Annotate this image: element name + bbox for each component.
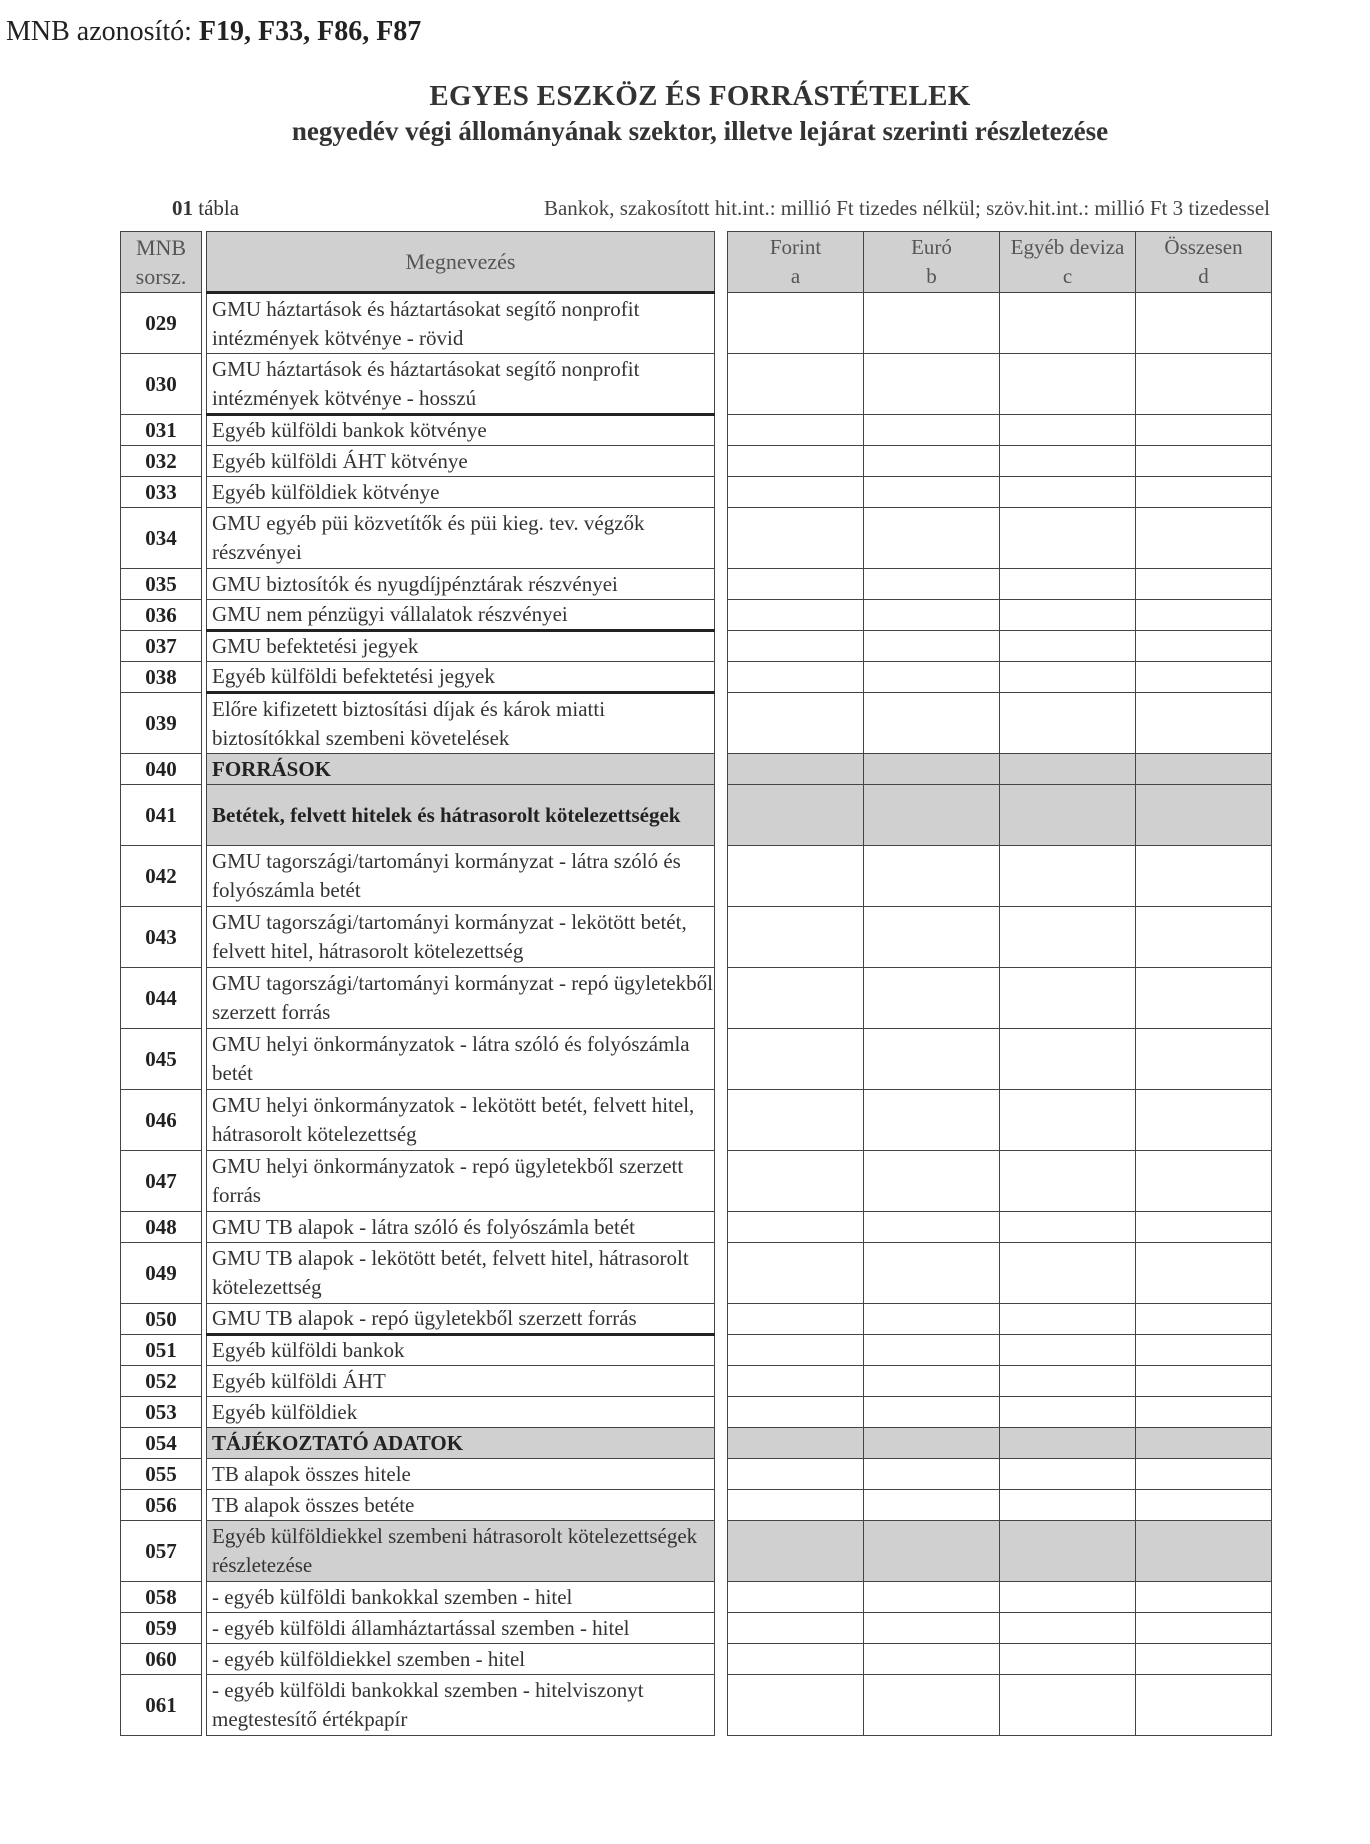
value-cell-total[interactable] (1136, 1644, 1272, 1675)
row-description: GMU TB alapok - repó ügyletekből szerzett forrás (207, 1304, 715, 1335)
column-gap (715, 907, 728, 968)
value-cell-total[interactable] (1136, 662, 1272, 693)
row-description: Egyéb külföldiekkel szembeni hátrasorolt kötelezettségek részletezése (207, 1521, 715, 1582)
value-cell-total[interactable] (1136, 631, 1272, 662)
value-cell-total[interactable] (1136, 1335, 1272, 1366)
row-description: TB alapok összes hitele (207, 1459, 715, 1490)
column-gap (715, 600, 728, 631)
value-cell-euro[interactable] (864, 508, 1000, 569)
value-cell-total[interactable] (1136, 754, 1272, 785)
column-gap (715, 968, 728, 1029)
column-gap (715, 754, 728, 785)
value-cell-other-currency[interactable] (1000, 1613, 1136, 1644)
row-description: Előre kifizetett biztosítási díjak és károk miatti biztosítókkal szembeni követelések (207, 693, 715, 754)
value-cell-forint[interactable] (728, 1675, 864, 1736)
value-cell-total[interactable] (1136, 1490, 1272, 1521)
header-code-line1: MNB (135, 235, 187, 260)
column-gap (715, 785, 728, 846)
value-cell-euro[interactable] (864, 600, 1000, 631)
value-cell-total[interactable] (1136, 1397, 1272, 1428)
value-cell-euro[interactable] (864, 785, 1000, 846)
column-gap (715, 1459, 728, 1490)
form-title: EGYES ESZKÖZ ÉS FORRÁSTÉTELEK (429, 80, 971, 112)
value-cell-other-currency[interactable] (1000, 415, 1136, 446)
value-cell-forint[interactable] (728, 569, 864, 600)
value-cell-other-currency[interactable] (1000, 907, 1136, 968)
table-row (121, 754, 1272, 785)
table-number-value: 01 (172, 196, 193, 220)
row-code: 054 (121, 1428, 202, 1459)
column-gap (715, 1582, 728, 1613)
value-cell-total[interactable] (1136, 293, 1272, 354)
value-cell-total[interactable] (1136, 1151, 1272, 1212)
value-cell-total[interactable] (1136, 1428, 1272, 1459)
column-gap (715, 1521, 728, 1582)
value-cell-forint[interactable] (728, 1644, 864, 1675)
value-cell-other-currency[interactable] (1000, 569, 1136, 600)
table-row (121, 1029, 1272, 1090)
row-description: Egyéb külföldiek kötvénye (207, 477, 715, 508)
column-gap (715, 1366, 728, 1397)
column-gap (715, 662, 728, 693)
value-cell-euro[interactable] (864, 1212, 1000, 1243)
value-cell-forint[interactable] (728, 1243, 864, 1304)
header-total-label: Összesen (1164, 235, 1243, 259)
column-gap (715, 1029, 728, 1090)
value-cell-total[interactable] (1136, 1212, 1272, 1243)
row-code: 048 (121, 1212, 202, 1243)
row-code: 036 (121, 600, 202, 631)
row-code: 043 (121, 907, 202, 968)
value-cell-euro[interactable] (864, 631, 1000, 662)
column-gap (715, 354, 728, 415)
value-cell-forint[interactable] (728, 907, 864, 968)
value-cell-forint[interactable] (728, 1397, 864, 1428)
units-note: Bankok, szakosított hit.int.: millió Ft tizedes nélkül; szöv.hit.int.: millió Ft 3 tizedessel (543, 196, 1270, 220)
row-code: 044 (121, 968, 202, 1029)
value-cell-other-currency[interactable] (1000, 1675, 1136, 1736)
value-cell-euro[interactable] (864, 1029, 1000, 1090)
value-cell-forint[interactable] (728, 631, 864, 662)
value-cell-forint[interactable] (728, 1335, 864, 1366)
value-cell-forint[interactable] (728, 600, 864, 631)
value-cell-euro[interactable] (864, 293, 1000, 354)
row-code: 056 (121, 1490, 202, 1521)
table-number-word: tábla (198, 196, 240, 220)
row-description: GMU helyi önkormányzatok - látra szóló és folyószámla betét (207, 1029, 715, 1090)
header-name: Megnevezés (207, 232, 715, 293)
value-cell-euro[interactable] (864, 1243, 1000, 1304)
row-description: - egyéb külföldi bankokkal szemben - hitelviszonyt megtestesítő értékpapír (207, 1675, 715, 1736)
column-gap (715, 1212, 728, 1243)
row-code: 052 (121, 1366, 202, 1397)
column-gap (715, 232, 728, 293)
row-description: Egyéb külföldi bankok kötvénye (207, 415, 715, 446)
row-code: 039 (121, 693, 202, 754)
value-cell-forint[interactable] (728, 354, 864, 415)
table-row (121, 1675, 1272, 1736)
value-cell-euro[interactable] (864, 754, 1000, 785)
table-row (121, 446, 1272, 477)
value-cell-forint[interactable] (728, 293, 864, 354)
row-description: GMU tagországi/tartományi kormányzat - lekötött betét, felvett hitel, hátrasorolt kötelezettség (207, 907, 715, 968)
table-row (121, 1304, 1272, 1335)
value-cell-euro[interactable] (864, 907, 1000, 968)
column-gap (715, 1243, 728, 1304)
table-row (121, 293, 1272, 354)
row-description: Egyéb külföldi ÁHT kötvénye (207, 446, 715, 477)
header-other-currency-letter: c (1062, 264, 1073, 288)
column-gap (715, 1490, 728, 1521)
value-cell-total[interactable] (1136, 907, 1272, 968)
value-cell-euro[interactable] (864, 1304, 1000, 1335)
row-code: 050 (121, 1304, 202, 1335)
value-cell-forint[interactable] (728, 1151, 864, 1212)
header-euro-label: Euró (911, 235, 952, 259)
value-cell-euro[interactable] (864, 1428, 1000, 1459)
value-cell-euro[interactable] (864, 1613, 1000, 1644)
value-cell-other-currency[interactable] (1000, 1304, 1136, 1335)
row-code: 038 (121, 662, 202, 693)
header-total-letter: d (1198, 264, 1209, 288)
row-description: Egyéb külföldi befektetési jegyek (207, 662, 715, 693)
column-gap (715, 293, 728, 354)
row-description: GMU TB alapok - látra szóló és folyószámla betét (207, 1212, 715, 1243)
value-cell-euro[interactable] (864, 354, 1000, 415)
value-cell-forint[interactable] (728, 1582, 864, 1613)
value-cell-euro[interactable] (864, 477, 1000, 508)
column-gap (715, 508, 728, 569)
table-row (121, 1490, 1272, 1521)
row-description: Egyéb külföldiek (207, 1397, 715, 1428)
value-cell-total[interactable] (1136, 569, 1272, 600)
row-description: GMU helyi önkormányzatok - repó ügyletekből szerzett forrás (207, 1151, 715, 1212)
row-description: - egyéb külföldi bankokkal szemben - hitel (207, 1582, 715, 1613)
value-cell-forint[interactable] (728, 508, 864, 569)
value-cell-other-currency[interactable] (1000, 1459, 1136, 1490)
value-cell-euro[interactable] (864, 1397, 1000, 1428)
form-subtitle: negyedév végi állományának szektor, illetve lejárat szerinti részletezése (291, 116, 1109, 146)
column-gap (715, 1397, 728, 1428)
value-cell-other-currency[interactable] (1000, 293, 1136, 354)
value-cell-forint[interactable] (728, 846, 864, 907)
table-row (121, 1613, 1272, 1644)
table-row (121, 907, 1272, 968)
column-gap (715, 1613, 728, 1644)
row-description: GMU biztosítók és nyugdíjpénztárak részvényei (207, 569, 715, 600)
value-cell-other-currency[interactable] (1000, 477, 1136, 508)
value-cell-forint[interactable] (728, 968, 864, 1029)
value-cell-forint[interactable] (728, 1090, 864, 1151)
table-row (121, 508, 1272, 569)
value-cell-total[interactable] (1136, 1304, 1272, 1335)
value-cell-euro[interactable] (864, 1335, 1000, 1366)
table-row (121, 415, 1272, 446)
value-cell-total[interactable] (1136, 1366, 1272, 1397)
mnb-identifier-label: MNB azonosító: (6, 16, 192, 47)
row-code: 047 (121, 1151, 202, 1212)
value-cell-other-currency[interactable] (1000, 754, 1136, 785)
value-cell-euro[interactable] (864, 1090, 1000, 1151)
value-cell-other-currency[interactable] (1000, 785, 1136, 846)
value-cell-forint[interactable] (728, 1428, 864, 1459)
row-description: Egyéb külföldi ÁHT (207, 1366, 715, 1397)
value-cell-forint[interactable] (728, 1029, 864, 1090)
value-cell-other-currency[interactable] (1000, 446, 1136, 477)
value-cell-euro[interactable] (864, 1490, 1000, 1521)
value-cell-total[interactable] (1136, 508, 1272, 569)
value-cell-forint[interactable] (728, 477, 864, 508)
value-cell-euro[interactable] (864, 968, 1000, 1029)
report-table (120, 231, 1272, 1736)
column-gap (715, 1151, 728, 1212)
row-code: 040 (121, 754, 202, 785)
value-cell-euro[interactable] (864, 1459, 1000, 1490)
value-cell-forint[interactable] (728, 754, 864, 785)
row-code: 045 (121, 1029, 202, 1090)
row-description: GMU TB alapok - lekötött betét, felvett hitel, hátrasorolt kötelezettség (207, 1243, 715, 1304)
row-code: 061 (121, 1675, 202, 1736)
value-cell-forint[interactable] (728, 1613, 864, 1644)
table-row (121, 354, 1272, 415)
row-code: 034 (121, 508, 202, 569)
value-cell-other-currency[interactable] (1000, 693, 1136, 754)
value-cell-forint[interactable] (728, 1212, 864, 1243)
table-row (121, 631, 1272, 662)
value-cell-euro[interactable] (864, 1644, 1000, 1675)
table-row (121, 1582, 1272, 1613)
column-gap (715, 1675, 728, 1736)
value-cell-total[interactable] (1136, 1582, 1272, 1613)
row-code: 060 (121, 1644, 202, 1675)
column-gap (715, 1428, 728, 1459)
column-gap (715, 446, 728, 477)
row-description: GMU befektetési jegyek (207, 631, 715, 662)
value-cell-euro[interactable] (864, 446, 1000, 477)
mnb-identifier-codes: F19, F33, F86, F87 (198, 16, 422, 47)
value-cell-total[interactable] (1136, 1029, 1272, 1090)
value-cell-total[interactable] (1136, 415, 1272, 446)
column-gap (715, 846, 728, 907)
value-cell-other-currency[interactable] (1000, 1090, 1136, 1151)
table-row (121, 1428, 1272, 1459)
row-code: 049 (121, 1243, 202, 1304)
value-cell-other-currency[interactable] (1000, 1366, 1136, 1397)
value-cell-other-currency[interactable] (1000, 1428, 1136, 1459)
row-code: 030 (121, 354, 202, 415)
header-code (121, 232, 202, 293)
row-code: 035 (121, 569, 202, 600)
value-cell-total[interactable] (1136, 600, 1272, 631)
value-cell-other-currency[interactable] (1000, 631, 1136, 662)
value-cell-total[interactable] (1136, 968, 1272, 1029)
value-cell-euro[interactable] (864, 1151, 1000, 1212)
table-row (121, 1151, 1272, 1212)
table-row (121, 600, 1272, 631)
header-other-currency-label: Egyéb deviza (1010, 235, 1125, 259)
row-code: 058 (121, 1582, 202, 1613)
row-description: FORRÁSOK (207, 754, 715, 785)
header-forint-letter: a (790, 264, 801, 288)
value-cell-euro[interactable] (864, 846, 1000, 907)
row-description: - egyéb külföldiekkel szemben - hitel (207, 1644, 715, 1675)
table-row (121, 1212, 1272, 1243)
value-cell-total[interactable] (1136, 1090, 1272, 1151)
row-description: GMU egyéb püi közvetítők és püi kieg. tev. végzők részvényei (207, 508, 715, 569)
column-gap (715, 1304, 728, 1335)
value-cell-other-currency[interactable] (1000, 1644, 1136, 1675)
value-cell-other-currency[interactable] (1000, 1582, 1136, 1613)
table-number (172, 196, 239, 221)
column-gap (715, 569, 728, 600)
row-code: 041 (121, 785, 202, 846)
table-row (121, 1397, 1272, 1428)
value-cell-euro[interactable] (864, 1675, 1000, 1736)
row-description: Egyéb külföldi bankok (207, 1335, 715, 1366)
value-cell-forint[interactable] (728, 1521, 864, 1582)
value-cell-total[interactable] (1136, 1521, 1272, 1582)
column-gap (715, 631, 728, 662)
row-code: 059 (121, 1613, 202, 1644)
row-code: 053 (121, 1397, 202, 1428)
row-description: GMU nem pénzügyi vállalatok részvényei (207, 600, 715, 631)
row-description: GMU háztartások és háztartásokat segítő nonprofit intézmények kötvénye - rövid (207, 293, 715, 354)
value-cell-forint[interactable] (728, 1304, 864, 1335)
column-gap (715, 1335, 728, 1366)
value-cell-other-currency[interactable] (1000, 968, 1136, 1029)
table-row (121, 1644, 1272, 1675)
value-cell-euro[interactable] (864, 1582, 1000, 1613)
row-description: - egyéb külföldi államháztartással szemben - hitel (207, 1613, 715, 1644)
value-cell-total[interactable] (1136, 846, 1272, 907)
value-cell-total[interactable] (1136, 446, 1272, 477)
value-cell-euro[interactable] (864, 569, 1000, 600)
table-row (121, 785, 1272, 846)
table-row (121, 1243, 1272, 1304)
table-row (121, 569, 1272, 600)
value-cell-other-currency[interactable] (1000, 1243, 1136, 1304)
row-description: GMU háztartások és háztartásokat segítő nonprofit intézmények kötvénye - hosszú (207, 354, 715, 415)
row-code: 037 (121, 631, 202, 662)
header-euro (864, 232, 1000, 293)
value-cell-other-currency[interactable] (1000, 662, 1136, 693)
value-cell-total[interactable] (1136, 693, 1272, 754)
value-cell-total[interactable] (1136, 477, 1272, 508)
value-cell-other-currency[interactable] (1000, 508, 1136, 569)
row-code: 031 (121, 415, 202, 446)
row-code: 051 (121, 1335, 202, 1366)
value-cell-other-currency[interactable] (1000, 1521, 1136, 1582)
header-other-currency (1000, 232, 1136, 293)
table-row (121, 1521, 1272, 1582)
value-cell-total[interactable] (1136, 1459, 1272, 1490)
header-euro-letter: b (926, 264, 937, 288)
value-cell-other-currency[interactable] (1000, 1029, 1136, 1090)
value-cell-forint[interactable] (728, 1490, 864, 1521)
value-cell-other-currency[interactable] (1000, 1397, 1136, 1428)
value-cell-forint[interactable] (728, 693, 864, 754)
header-total (1136, 232, 1272, 293)
value-cell-euro[interactable] (864, 1521, 1000, 1582)
value-cell-total[interactable] (1136, 1675, 1272, 1736)
row-description: GMU tagországi/tartományi kormányzat - repó ügyletekből szerzett forrás (207, 968, 715, 1029)
value-cell-other-currency[interactable] (1000, 1151, 1136, 1212)
value-cell-forint[interactable] (728, 446, 864, 477)
row-code: 042 (121, 846, 202, 907)
value-cell-euro[interactable] (864, 693, 1000, 754)
row-description: Betétek, felvett hitelek és hátrasorolt kötelezettségek (207, 785, 715, 846)
row-description: GMU helyi önkormányzatok - lekötött betét, felvett hitel, hátrasorolt kötelezettség (207, 1090, 715, 1151)
row-code: 032 (121, 446, 202, 477)
table-row (121, 1090, 1272, 1151)
header-forint-label: Forint (769, 235, 822, 259)
value-cell-total[interactable] (1136, 785, 1272, 846)
value-cell-forint[interactable] (728, 785, 864, 846)
value-cell-other-currency[interactable] (1000, 1335, 1136, 1366)
column-gap (715, 477, 728, 508)
header-row (121, 232, 1272, 293)
row-code: 046 (121, 1090, 202, 1151)
row-description: TB alapok összes betéte (207, 1490, 715, 1521)
value-cell-total[interactable] (1136, 354, 1272, 415)
value-cell-other-currency[interactable] (1000, 600, 1136, 631)
value-cell-forint[interactable] (728, 415, 864, 446)
row-code: 057 (121, 1521, 202, 1582)
header-forint (728, 232, 864, 293)
column-gap (715, 693, 728, 754)
value-cell-forint[interactable] (728, 1459, 864, 1490)
value-cell-other-currency[interactable] (1000, 1490, 1136, 1521)
value-cell-euro[interactable] (864, 662, 1000, 693)
value-cell-euro[interactable] (864, 1366, 1000, 1397)
value-cell-total[interactable] (1136, 1613, 1272, 1644)
table-row (121, 1335, 1272, 1366)
mnb-identifier (6, 16, 421, 48)
row-description: GMU tagországi/tartományi kormányzat - látra szóló és folyószámla betét (207, 846, 715, 907)
row-code: 055 (121, 1459, 202, 1490)
table-row (121, 693, 1272, 754)
column-gap (715, 1644, 728, 1675)
column-gap (715, 415, 728, 446)
table-row (121, 846, 1272, 907)
value-cell-forint[interactable] (728, 662, 864, 693)
table-row (121, 662, 1272, 693)
table-row (121, 968, 1272, 1029)
row-code: 033 (121, 477, 202, 508)
header-code-line2: sorsz. (135, 264, 187, 289)
value-cell-other-currency[interactable] (1000, 1212, 1136, 1243)
column-gap (715, 1090, 728, 1151)
row-code: 029 (121, 293, 202, 354)
value-cell-euro[interactable] (864, 415, 1000, 446)
value-cell-total[interactable] (1136, 1243, 1272, 1304)
table-row (121, 477, 1272, 508)
value-cell-other-currency[interactable] (1000, 846, 1136, 907)
value-cell-forint[interactable] (728, 1366, 864, 1397)
value-cell-other-currency[interactable] (1000, 354, 1136, 415)
row-description: TÁJÉKOZTATÓ ADATOK (207, 1428, 715, 1459)
table-row (121, 1366, 1272, 1397)
table-row (121, 1459, 1272, 1490)
